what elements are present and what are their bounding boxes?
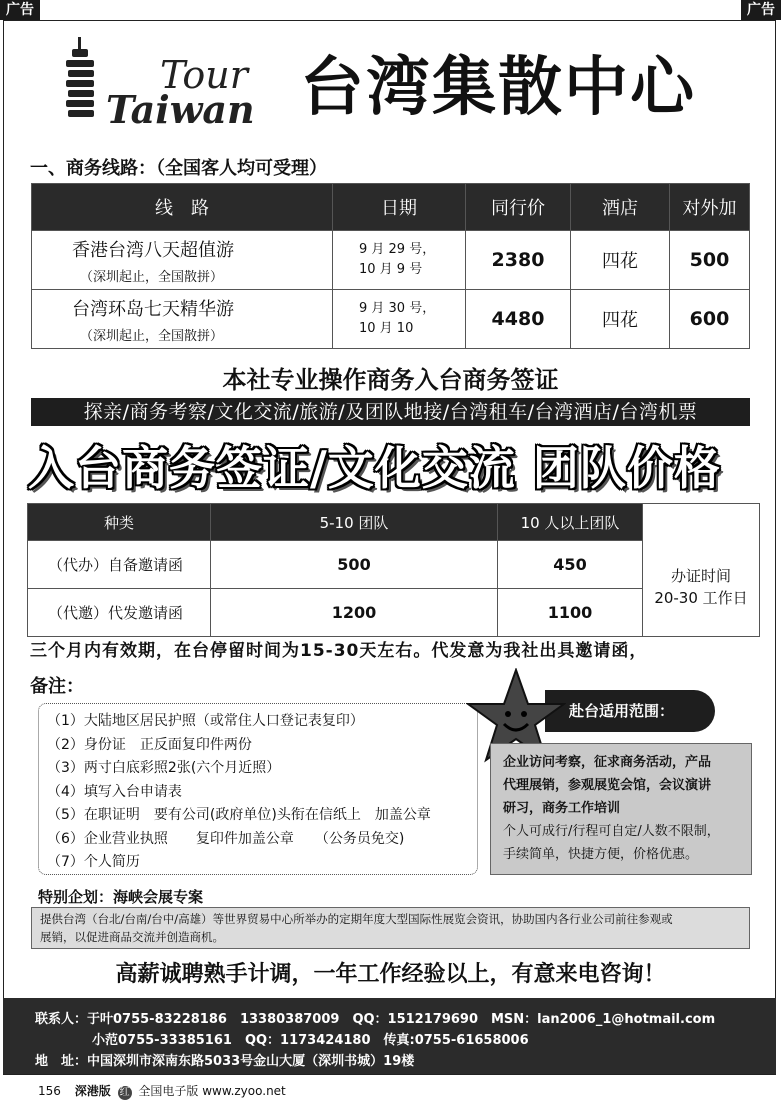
page-footer [38,1082,286,1100]
special-title: 特别企划：海峡会展专案 [38,888,204,906]
scope-line: 手续简单，快捷方便，价格优惠。 [503,847,699,862]
route-name: 香港台湾八天超值游 [72,239,234,261]
visa-type-cell: （代邀）代发邀请函 [28,589,211,637]
price-cell: 4480 [466,290,571,349]
hiring-text: 高薪诚聘熟手计调，一年工作经验以上，有意来电咨询！ [115,962,666,987]
visa-table-header [28,504,760,541]
edition-label: 深港版 [74,1084,111,1098]
hotel-cell: 四花 [571,231,670,290]
notes-box [38,703,478,875]
logo-tour-text: Tour [160,53,248,97]
special-box [31,907,750,949]
price-cell: 2380 [466,231,571,290]
date-line: 10 月 10 [359,321,414,336]
address-line: 地 址：中国深圳市深南东路5033号金山大厦（深圳书城）19楼 [35,1054,415,1069]
section-routes-title: 一、商务线路：（全国客人均可受理） [30,158,327,179]
col-small-group: 5-10 团队 [211,504,498,541]
list-item: （5）在职证明 要有公司(政府单位)头衔在信纸上 加盖公章 [47,807,431,823]
scope-line: 个人可成行/行程可自定/人数不限制， [503,824,720,839]
date-cell [333,231,466,290]
edition-badge: 红 [119,1087,130,1098]
small-group-price: 500 [211,541,498,589]
ad-tag-right: 广告 [741,0,781,20]
page-number: 156 [38,1084,61,1098]
table-row [32,290,750,349]
scope-line: 企业访问考察，征求商务活动，产品 [503,755,712,770]
route-sub: （深圳起止，全国散拼） [80,328,224,344]
list-item: （7）个人简历 [47,854,140,870]
list-item: （1）大陆地区居民护照（或常住人口登记表复印） [47,713,364,729]
services-bar: 探亲/商务考察/文化交流/旅游/及团队地接/台湾租车/台湾酒店/台湾机票 [31,398,750,426]
col-large-group: 10 人以上团队 [498,504,643,541]
route-cell [32,231,333,290]
visa-price-table [27,503,760,637]
date-line: 10 月 9 号 [359,262,423,277]
visa-type-cell: （代办）自备邀请函 [28,541,211,589]
col-date: 日期 [333,184,466,231]
processing-label: 办证时间 [670,566,731,585]
contact-line: 小范0755-33385161 QQ：1173424180 传真:0755-61658006 [92,1033,529,1048]
scope-line: 代理展销，参观展览会馆，会议演讲 [503,778,712,793]
date-line: 9 月 30 号， [359,301,436,316]
routes-table [31,183,750,349]
list-item: （3）两寸白底彩照2张(六个月近照） [47,760,281,776]
ad-tag-left: 广告 [0,0,40,20]
list-item: （2）身份证 正反面复印件两份 [47,736,252,753]
site-label: 全国电子版 www.zyoo.net [138,1084,286,1098]
hotel-cell: 四花 [571,290,670,349]
col-type: 种类 [28,504,211,541]
visa-heading: 本社专业操作商务入台商务签证 [222,366,559,394]
large-group-price: 450 [498,541,643,589]
validity-text: 三个月内有效期，在台停留时间为15-30天左右。代发意为我社出具邀请函， [30,641,648,661]
list-item: （6）企业营业执照 复印件加盖公章 （公务员免交) [47,830,405,847]
processing-days: 20-30 工作日 [654,588,748,607]
date-cell [333,290,466,349]
route-name: 台湾环岛七天精华游 [72,298,234,320]
special-line: 提供台湾（台北/台南/台中/高雄）等世界贸易中心所举办的定期年度大型国际性展览会资讯，协助国内各行业公司前往参观或 [40,912,673,926]
list-item: （4）填写入台申请表 [47,783,182,800]
route-sub: （深圳起止，全国散拼） [80,269,224,285]
small-group-price: 1200 [211,589,498,637]
table-row [32,231,750,290]
contact-line: 联系人：于叶0755-83228186 13380387009 QQ：1512179690 MSN：lan2006_1@hotmail.com [35,1012,716,1027]
processing-time-cell [643,504,760,637]
scope-title: 赴台适用范围： [545,690,715,732]
notes-title: 备注： [30,676,84,697]
scope-line: 研习，商务工作培训 [503,801,621,816]
col-route: 线 路 [32,184,333,231]
col-price: 同行价 [466,184,571,231]
col-hotel: 酒店 [571,184,670,231]
extra-cell: 600 [670,290,750,349]
extra-cell: 500 [670,231,750,290]
scope-box [490,743,752,875]
col-extra: 对外加 [670,184,750,231]
contact-footer [3,998,776,1074]
visa-price-title: 入台商务签证/文化交流 团队价格 [28,441,721,495]
special-line: 展销，以促进商品交流并创造商机。 [40,930,224,944]
routes-table-header [32,184,750,231]
large-group-price: 1100 [498,589,643,637]
route-cell [32,290,333,349]
logo-taiwan-text: Taiwan [106,87,255,132]
tour-taiwan-logo [60,35,280,135]
date-line: 9 月 29 号， [359,242,436,257]
page-title: 台湾集散中心 [300,51,696,125]
